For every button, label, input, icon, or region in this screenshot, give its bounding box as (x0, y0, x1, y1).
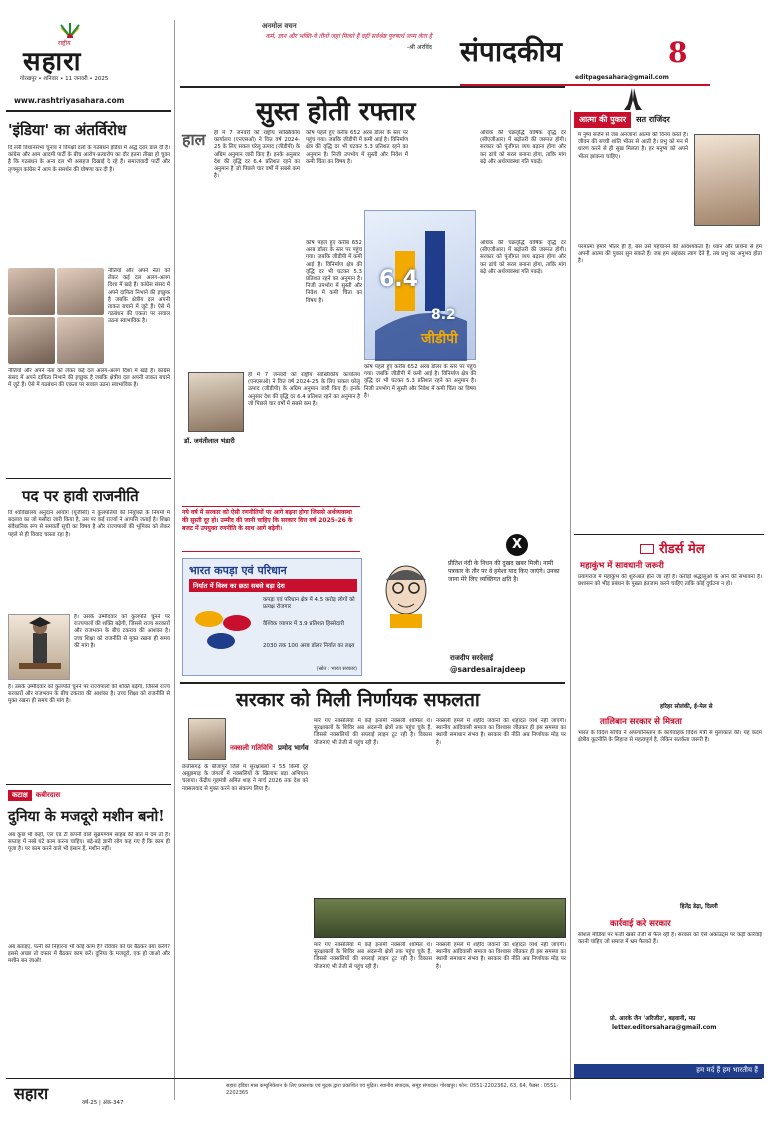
kataksh-label: कटाक्ष (8, 790, 32, 801)
mail3-author: प्रो. आरके जैन 'अरिजीत', बड़वानी, मप्र (610, 1016, 696, 1022)
tweet-author: राजदीप सरदेसाई (450, 654, 494, 662)
kataksh-headline: दुनिया के मजदूरो मशीन बनो! (8, 808, 165, 825)
tweet-handle[interactable]: @sardesairajdeep (450, 665, 526, 674)
editpage-email[interactable]: editpagesahara@gmail.com (575, 74, 669, 81)
second-author-photo (188, 718, 226, 760)
second-body-col1: छत्तीसगढ़ के बीजापुर जिले में सुरक्षाबलों ने 55 किमी दूर अबूझमाड़ के जंगलों में नक्सलियों के खिलाफ बड़ा अभियान चलाया। केंद्रीय गृहमंत्री अमित शाह ने मार्च 2026 तक देश को नक्सलवाद से मुक्त करने का संकल्प लिया है। (182, 764, 308, 792)
section-title: संपादकीय (460, 35, 562, 68)
main-caption-text: नये वर्ष में सरकार को ऐसी रणनीतियों पर आगे बढ़ना होगा जिससे अर्थव्यवस्था की सुस्ती दूर हो। उम्मीद की जानी चाहिए कि सरकार वित्त वर्ष 2025-26 के बजट में उपयुक्त रणनीति के साथ आगे बढ़ेगी। (182, 509, 353, 532)
main-body-col3b: अधिक की चक्रवृद्धि वार्षिक वृद्धि दर (सीएजीआर) में बढ़ोतरी की जरूरत होगी। सरकार को पूंजीगत व्यय बढ़ाना होगा और कर ढांचे को सरल बनाना होगा, ताकि मांग बढ़े और अर्थव्यवस्था गति पकड़े। (480, 240, 566, 275)
quote-title: अनमोल वचन (262, 22, 297, 30)
second-body-col3: नक्सली हमले में शहीद जवानों की शहादत व्यर्थ नहीं जाएगी। स्थानीय आदिवासी समाज का विश्वास जीतकर ही इस समस्या का स्थायी समाधान संभव है। सरकार की नीति अब निर्णायक मोड़ पर है। (436, 718, 566, 746)
tweet-box (366, 534, 566, 678)
politician-photo-1 (8, 268, 55, 315)
mail1-body: प्रयागराज में महाकुंभ की शुरुआत होने जा रही है। करोड़ों श्रद्धालुओं के आने की संभावना है। प्रशासन को भीड़ प्रबंधन के पुख्ता इंतजाम करने चाहिए ताकि कोई दुर्घटना न हो। (578, 574, 762, 588)
main-body-col2b: कोष पहले हुए करीब 652 अरब डॉलर के स्तर पर पहुंच गया। जबकि जीडीपी में कमी आई है। विनिर्माण क्षेत्र की वृद्धि दर भी घटकर 5.3 प्रतिशत रहने का अनुमान है। निजी उपभोग में सुस्ती और निवेश में कमी चिंता का विषय है। (306, 240, 362, 304)
second-body-col3b: नक्सली हमले में शहीद जवानों की शहादत व्यर्थ नहीं जाएगी। स्थानीय आदिवासी समाज का विश्वास जीतकर ही इस समस्या का स्थायी समाधान संभव है। सरकार की नीति अब निर्णायक मोड़ पर है। (436, 942, 566, 970)
mail2-body: भारत के विदेश सचिव ने अफगानिस्तान के कार्यवाहक विदेश मंत्री से मुलाकात की। यह कदम क्षेत्रीय कूटनीति के लिहाज से महत्वपूर्ण है, लेकिन सतर्कता जरूरी है। (578, 730, 762, 744)
footer-brand: सहारा (14, 1084, 49, 1103)
main-lead-letter: हाल (182, 130, 206, 149)
masthead-brand: सहारा (23, 47, 82, 77)
mail-icon (640, 544, 654, 554)
politician-photo-2 (57, 268, 104, 315)
author-photo (188, 372, 244, 432)
left-lead-body-tail: नीतियों और अपने नेता को लेकर कई दल अलग-अलग दिशा में खड़े हैं। कांग्रेस संसद में अपने दायित्व निभाने की इच्छुक है जबकि क्षेत्रीय दल अपनी ताकत बचाने में जुटे हैं। ऐसे में गठबंधन की एकता पर सवाल उठना स्वाभाविक है। (8, 368, 170, 389)
footer-issue: वर्ष-25 | अंक-347 (82, 1100, 124, 1106)
main-body-col1b: ही में 7 जनवरी को राष्ट्रीय सांख्यिकीय कार्यालय (एनएसओ) ने वित्त वर्ष 2024-25 के लिए सकल घरेलू उत्पाद (जीडीपी) के अग्रिम अनुमान जारी किए हैं। इनके अनुसार देश की वृद्धि दर 6.4 प्रतिशत रहने का अनुमान है जो पिछले चार वर्षों में सबसे कम है। (248, 372, 360, 407)
textile-point-1: कपड़ा एवं परिधान क्षेत्र में 4.5 करोड़ लोगों को प्रत्यक्ष रोजगार (263, 597, 355, 610)
kataksh-header (8, 790, 60, 801)
tweet-text: प्रीतिश नंदी के निधन की दुखद खबर मिली। नामी पत्रकार के तौर पर वे हमेशा याद किए जाएंगे। उनका जाना मेरे लिए व्यक्तिगत क्षति है। (448, 560, 560, 584)
left-lead-headline: 'इंडिया' का अंतर्विरोध (8, 121, 127, 139)
politician-photo-4 (57, 317, 104, 364)
main-body-col3: अधिक की चक्रवृद्धि वार्षिक वृद्धि दर (सीएजीआर) में बढ़ोतरी की जरूरत होगी। सरकार को पूंजीगत व्यय बढ़ाना होगा और कर ढांचे को सरल बनाना होगा, ताकि मांग बढ़े और अर्थव्यवस्था गति पकड़े। (480, 130, 566, 165)
main-body-col2: कोष पहले हुए करीब 652 अरब डॉलर के स्तर पर पहुंच गया। जबकि जीडीपी में कमी आई है। विनिर्माण क्षेत्र की वृद्धि दर भी घटकर 5.3 प्रतिशत रहने का अनुमान है। निजी उपभोग में सुस्ती और निवेश में कमी चिंता का विषय है। (306, 130, 408, 165)
quote-author: -श्री अरविंद (407, 44, 432, 51)
column-body: म नुष्य सर्जन से जब अनजाना आत्मा की विनय करते हैं। जीवन की सच्ची शांति भीतर से आती है। प्रभु को मन में धारण करने से ही सुख मिलता है। हर मनुष्य को अपने भीतर झांकना चाहिए। (578, 132, 688, 160)
mail3-head: कार्रवाई करे सरकार (610, 919, 671, 929)
left-second-body-tail: है। उसके उम्मीदवार को कुलपति चुनने पर राज्यपालों की शक्ति बढ़ेगी, जिससे राज्य सरकारों और राजभवन के बीच टकराव की आशंका है। उच्च शिक्षा को राजनीति से मुक्त रखना ही समय की मांग है। (8, 684, 170, 705)
masthead-logo (8, 22, 158, 82)
kataksh-author: कबीरदास (35, 791, 61, 799)
quote-box (262, 22, 432, 82)
mail1-head: महाकुंभ में सावधानी जरूरी (580, 561, 664, 571)
column-header (574, 112, 764, 128)
textile-infographic (182, 558, 362, 676)
mail-head: रीडर्स मेल (640, 538, 705, 557)
second-author: प्रमोद भार्गव (278, 744, 309, 752)
mail1-author: हरिहर सोलंकी, ई-मेल से (660, 704, 713, 710)
main-body-col1: ही में 7 जनवरी को राष्ट्रीय सांख्यिकीय कार्यालय (एनएसओ) ने वित्त वर्ष 2024-25 के लिए सकल घरेलू उत्पाद (जीडीपी) के अग्रिम अनुमान जारी किए हैं। इनके अनुसार देश की वृद्धि दर 6.4 प्रतिशत रहने का अनुमान है जो पिछले चार वर्षों में सबसे कम है। (214, 130, 300, 180)
sun-logo-icon (56, 22, 84, 38)
gdp-value-2: 8.2 (431, 307, 456, 323)
mail3-body: सोशल मीडिया पर फर्जी खबरें तेजी से फैल रही हैं। सरकार को ऐसे अकाउंट्स पर कड़ी कार्रवाई करनी चाहिए जो समाज में भ्रम फैलाते हैं। (578, 932, 762, 946)
mail2-head: तालिबान सरकार से मित्रता (600, 717, 682, 727)
security-forces-photo (314, 898, 566, 938)
main-body-col2c: कोष पहले हुए करीब 652 अरब डॉलर के स्तर पर पहुंच गया। जबकि जीडीपी में कमी आई है। विनिर्माण क्षेत्र की वृद्धि दर भी घटकर 5.3 प्रतिशत रहने का अनुमान है। निजी उपभोग में सुस्ती और निवेश में कमी चिंता का विषय है। (364, 364, 476, 399)
left-second-headline: पद पर हावी राजनीति (22, 487, 139, 505)
column-author-photo (694, 134, 760, 226)
column-author: सत राजिंदर (636, 115, 670, 124)
main-caption (182, 506, 360, 552)
fabric-rolls-icon (191, 599, 257, 659)
praying-hands-icon (620, 86, 646, 112)
second-body-col2b: मारे गए नक्सलियों में कई इनामी नक्सली शामिल थे। सुरक्षाबलों के शिविर अब अंदरूनी क्षेत्रों तक पहुंच चुके हैं, जिससे नक्सलियों की सप्लाई लाइन टूट रही है। विकास योजनाएं भी तेजी से पहुंच रही हैं। (314, 942, 432, 970)
textile-source: (स्रोत : भारत सरकार) (316, 666, 357, 672)
website[interactable]: www.rashtriyasahara.com (14, 96, 125, 105)
second-article-headline: सरकार को मिली निर्णायक सफलता (236, 689, 480, 711)
page-number: 8 (668, 36, 688, 69)
gdp-chart-graphic (364, 210, 476, 360)
masthead-edition: गोरखपुर • शनिवार • 11 जनवरी • 2025 (20, 76, 109, 82)
gdp-chart-label: जीडीपी (421, 331, 458, 347)
kataksh-body-cont: अब बताइए, पत्नी को निहारना भी कोई काम है? रविवार को घर बैठकर क्या करेंगे? इससे अच्छा तो दफ्तर में बैठकर काम करें। दुनिया के मजदूरो, एक हो जाओ और मशीन बन जाओ! (8, 944, 170, 965)
politicians-photo-grid (8, 268, 104, 364)
textile-subtitle: निर्यात में विश्व का छठा सबसे बड़ा देश (189, 579, 357, 592)
left-second-body-side: है। उसके उम्मीदवार को कुलपति चुनने पर राज्यपालों की शक्ति बढ़ेगी, जिससे राज्य सरकारों और राजभवन के बीच टकराव की आशंका है। उच्च शिक्षा को राजनीति से मुक्त रखना ही समय की मांग है। (74, 614, 170, 649)
footer-slogan: हम मर्द हैं हम भारतीय हैं (574, 1064, 764, 1078)
second-kicker: नक्सली गतिविधि (230, 744, 273, 752)
quote-text: कर्म, ज्ञान और भक्ति-ये तीनों जहां मिलते हैं वहीं सर्वश्रेष्ठ पुरुषार्थ जन्म लेता है (265, 33, 432, 40)
textile-point-2: वैश्विक व्यापार में 3.9 प्रतिशत हिस्सेदारी (263, 621, 345, 627)
x-logo-icon: X (506, 534, 528, 556)
second-body-col2: मारे गए नक्सलियों में कई इनामी नक्सली शामिल थे। सुरक्षाबलों के शिविर अब अंदरूनी क्षेत्रों तक पहुंच चुके हैं, जिससे नक्सलियों की सप्लाई लाइन टूट रही है। विकास योजनाएं भी तेजी से पहुंच रही हैं। (314, 718, 432, 746)
left-second-body: वि श्वविद्यालय अनुदान आयोग (यूजीसी) ने कुलपतियों की नियुक्ति के नियमों में बदलाव का जो मसौदा जारी किया है, उस पर कई राज्यों ने आपत्ति जताई है। शिक्षा संवैधानिक रूप से समवर्ती सूची का विषय है और राज्यपालों की भूमिका को लेकर पहले से ही विवाद चलता रहा है। (8, 510, 170, 538)
main-author-name: डॉ. जयंतीलाल भंडारी (184, 437, 235, 445)
kataksh-body: अब कुछ भी कहो, एल एंड टी कंपनी वाले सुब्रमण्यम साहब की बात में दम तो है। सप्ताह में नब्बे घंटे काम करना चाहिए। बड़े-बड़े ज्ञानी लोग कह गए हैं कि काम ही पूजा है। पर काम करने वाले भी इंसान हैं, मशीन नहीं। (8, 832, 170, 853)
mail2-author: हितेंद्र डेढ़ा, दिल्ली (680, 904, 718, 910)
main-headline: सुस्त होती रफ्तार (256, 97, 416, 127)
footer-imprint: सहारा इंडिया मास कम्युनिकेशन के लिए प्रकाशक एवं मुद्रक द्वारा प्रकाशित एवं मुद्रित। स्थानीय संपादक, समूह संपादक। गोरखपुर। फोन: 0551-2202362, 63, 64, फैक्स : 0551-2202365 (226, 1083, 559, 1096)
textile-point-3: 2030 तक 100 अरब डॉलर निर्यात का लक्ष्य (263, 643, 355, 649)
cartoon-caricature (370, 556, 442, 628)
masthead-tagline: राष्ट्रीय (58, 40, 71, 47)
mail-email[interactable]: letter.editorsahara@gmail.com (612, 1024, 717, 1031)
gdp-value-1: 6.4 (379, 267, 418, 292)
left-lead-body-cont: नीतियों और अपने नेता को लेकर कई दल अलग-अलग दिशा में खड़े हैं। कांग्रेस संसद में अपने दायित्व निभाने की इच्छुक है जबकि क्षेत्रीय दल अपनी ताकत बचाने में जुटे हैं। ऐसे में गठबंधन की एकता पर सवाल उठना स्वाभाविक है। (108, 268, 170, 325)
column-body-cont: परमात्मा हमारे भीतर ही है, बस उसे पहचानने की आवश्यकता है। ध्यान और प्रार्थना से हम अपनी आत्मा की पुकार सुन सकते हैं। जब हम अहंकार त्याग देते हैं, तब प्रभु का अनुभव होता है। (578, 244, 762, 265)
textile-title: भारत कपड़ा एवं परिधान (189, 564, 287, 577)
left-lead-body: दि ल्ली विधानसभा चुनाव ने विपक्षी दलों के गठबंधन इंडिया में अर्द्ध दरार डाल दी है। कांग्रेस और आम आदमी पार्टी के बीच आरोप-प्रत्यारोप का दौर इतना तीखा हो चुका है कि गठबंधन के अन्य दल भी असहज दिखाई दे रहे हैं। समाजवादी पार्टी और तृणमूल कांग्रेस ने आप के समर्थन की घोषणा कर दी है। (8, 145, 170, 173)
column-label: आत्मा की पुकार (574, 112, 631, 128)
convocation-illustration (8, 614, 70, 680)
politician-photo-3 (8, 317, 55, 364)
